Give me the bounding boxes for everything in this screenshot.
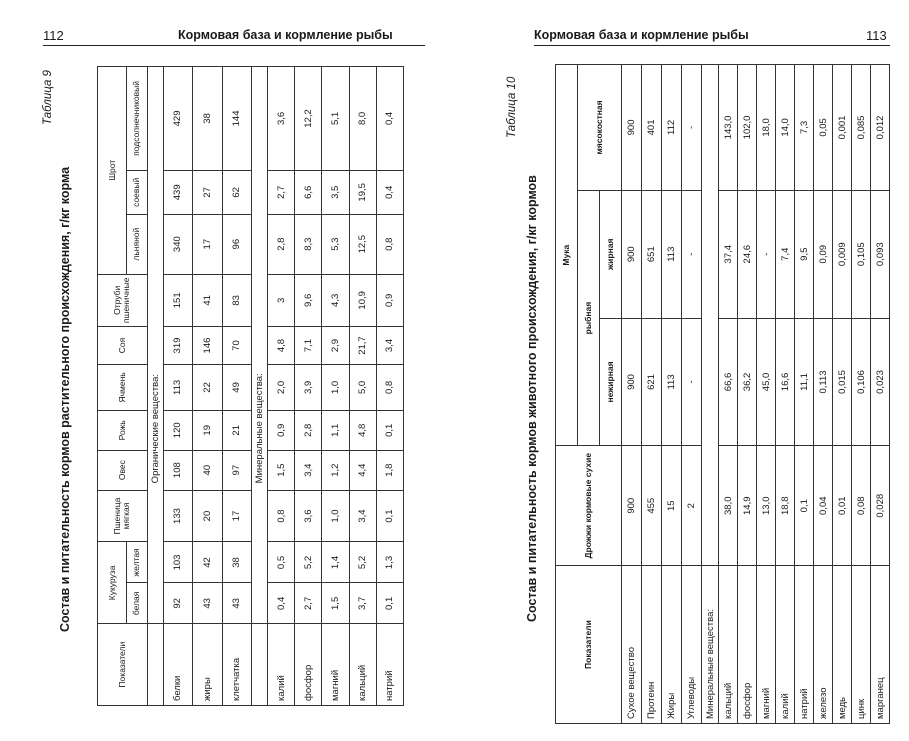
table-cell: 0,9 bbox=[376, 274, 403, 327]
table-cell: 2,8 bbox=[295, 410, 322, 450]
table-cell: 70 bbox=[222, 327, 251, 365]
col-fish: рыбная bbox=[578, 190, 600, 446]
table-cell: 146 bbox=[193, 327, 222, 365]
table-cell: 13,0 bbox=[757, 446, 776, 566]
table-row bbox=[376, 67, 403, 706]
table-cell: 11,1 bbox=[795, 318, 814, 446]
table-cell: 0,012 bbox=[871, 65, 890, 191]
table-cell: 1,0 bbox=[322, 490, 349, 542]
table-cell: 38 bbox=[193, 67, 222, 171]
col-indicators: Показатели bbox=[556, 566, 622, 724]
left-table-wrap bbox=[97, 66, 404, 706]
table-cell: 42 bbox=[193, 542, 222, 583]
table-cell: 0,09 bbox=[814, 190, 833, 318]
table-cell: 0,113 bbox=[814, 318, 833, 446]
col-meal-soy: соевый bbox=[127, 170, 147, 214]
table-cell: 143,0 bbox=[719, 65, 738, 191]
table-cell: 2 bbox=[682, 446, 702, 566]
row-label: кальций bbox=[349, 624, 376, 706]
table-cell: 20 bbox=[193, 490, 222, 542]
table-cell: 17 bbox=[222, 490, 251, 542]
table-cell: 1,2 bbox=[322, 450, 349, 490]
table-cell: 5,2 bbox=[295, 542, 322, 583]
table-cell: 900 bbox=[622, 190, 642, 318]
table-cell: 92 bbox=[163, 583, 192, 624]
col-fish-fat: жирная bbox=[600, 190, 622, 318]
table-cell: 38 bbox=[222, 542, 251, 583]
right-header-rule bbox=[534, 45, 890, 46]
table-row bbox=[719, 65, 738, 724]
table-row bbox=[662, 65, 682, 724]
col-wheat: Пшеница мягкая bbox=[98, 490, 148, 542]
left-table-label: Таблица 9 bbox=[42, 70, 54, 125]
left-table-title: Состав и питательность кормов растительного происхождения, г/кг корма bbox=[58, 166, 72, 632]
table-cell: 103 bbox=[163, 542, 192, 583]
table-cell: 1,1 bbox=[322, 410, 349, 450]
section-mineral: Минеральные вещества: bbox=[252, 67, 268, 624]
table-cell: 37,4 bbox=[719, 190, 738, 318]
table-cell: 651 bbox=[642, 190, 662, 318]
table-cell: 10,9 bbox=[349, 274, 376, 327]
table-cell: 0,8 bbox=[376, 214, 403, 274]
table-cell: 3,4 bbox=[295, 450, 322, 490]
table-cell: 0,085 bbox=[852, 65, 871, 191]
table-cell: 3 bbox=[267, 274, 294, 327]
col-barley: Ячмень bbox=[98, 364, 148, 410]
plant-feed-table bbox=[97, 66, 404, 706]
table-cell: 0,08 bbox=[852, 446, 871, 566]
right-page-header: Кормовая база и кормление рыбы bbox=[534, 28, 749, 42]
table-cell: 2,9 bbox=[322, 327, 349, 365]
table-cell: 151 bbox=[163, 274, 192, 327]
table-cell: 0,9 bbox=[267, 410, 294, 450]
table-cell: 144 bbox=[222, 67, 251, 171]
table-row bbox=[193, 67, 222, 706]
section-mineral-span bbox=[702, 65, 719, 566]
row-label: медь bbox=[833, 566, 852, 724]
table-cell: 27 bbox=[193, 170, 222, 214]
table-cell: 3,5 bbox=[322, 170, 349, 214]
table-cell: 0,001 bbox=[833, 65, 852, 191]
table-cell: 2,0 bbox=[267, 364, 294, 410]
table-cell: 2,7 bbox=[295, 583, 322, 624]
table-cell: 41 bbox=[193, 274, 222, 327]
table-cell: 21 bbox=[222, 410, 251, 450]
table-cell: 7,4 bbox=[776, 190, 795, 318]
right-table-label: Таблица 10 bbox=[506, 76, 518, 138]
table-cell: 16,6 bbox=[776, 318, 795, 446]
table-cell: 3,6 bbox=[295, 490, 322, 542]
table-cell: 0,04 bbox=[814, 446, 833, 566]
table-cell: 43 bbox=[222, 583, 251, 624]
table-cell: 2,8 bbox=[267, 214, 294, 274]
table-cell: 21,7 bbox=[349, 327, 376, 365]
table-cell: 401 bbox=[642, 65, 662, 191]
table-cell: 1,5 bbox=[267, 450, 294, 490]
table-row bbox=[642, 65, 662, 724]
table-cell: 3,9 bbox=[295, 364, 322, 410]
table-cell: 4,4 bbox=[349, 450, 376, 490]
table-cell: 3,6 bbox=[267, 67, 294, 171]
table-cell: 429 bbox=[163, 67, 192, 171]
table-cell: 0,8 bbox=[376, 364, 403, 410]
table-cell: 1,5 bbox=[322, 583, 349, 624]
table-cell: 0,4 bbox=[267, 583, 294, 624]
table-cell: 340 bbox=[163, 214, 192, 274]
table-row bbox=[814, 65, 833, 724]
table-cell: 6,6 bbox=[295, 170, 322, 214]
right-table-wrap bbox=[555, 64, 886, 724]
table-cell: 4,3 bbox=[322, 274, 349, 327]
col-meatbone: мясокостная bbox=[578, 65, 622, 191]
row-label: Жиры bbox=[662, 566, 682, 724]
table-cell: 24,6 bbox=[738, 190, 757, 318]
row-label: цинк bbox=[852, 566, 871, 724]
table-cell: 0,009 bbox=[833, 190, 852, 318]
table-cell: 0,05 bbox=[814, 65, 833, 191]
table-cell: 0,4 bbox=[376, 67, 403, 171]
table-cell: 36,2 bbox=[738, 318, 757, 446]
table-row bbox=[222, 67, 251, 706]
table-cell: 8,3 bbox=[295, 214, 322, 274]
col-meal-sunflower: подсолнечниковый bbox=[127, 67, 147, 171]
table-row bbox=[622, 65, 642, 724]
table-row bbox=[322, 67, 349, 706]
table-cell: 12,2 bbox=[295, 67, 322, 171]
table-cell: 0,015 bbox=[833, 318, 852, 446]
table-cell: 0,1 bbox=[795, 446, 814, 566]
spacer-cell bbox=[252, 624, 268, 706]
table-cell: 8,0 bbox=[349, 67, 376, 171]
table-cell: 0,105 bbox=[852, 190, 871, 318]
table-cell: 5,0 bbox=[349, 364, 376, 410]
table-cell: 43 bbox=[193, 583, 222, 624]
table-cell: 15 bbox=[662, 446, 682, 566]
table-cell: 7,3 bbox=[795, 65, 814, 191]
table-cell: 3,4 bbox=[349, 490, 376, 542]
table-cell: 0,01 bbox=[833, 446, 852, 566]
row-label: белки bbox=[163, 624, 192, 706]
table-cell: 0,4 bbox=[376, 170, 403, 214]
table-cell: 5,3 bbox=[322, 214, 349, 274]
right-table-title: Состав и питательность кормов животного происхождения, г/кг кормов bbox=[525, 175, 539, 622]
table-cell: 83 bbox=[222, 274, 251, 327]
col-indicators: Показатели bbox=[98, 624, 148, 706]
row-label: железо bbox=[814, 566, 833, 724]
row-label: фосфор bbox=[738, 566, 757, 724]
row-label: Углеводы bbox=[682, 566, 702, 724]
table-cell: 108 bbox=[163, 450, 192, 490]
col-oats: Овес bbox=[98, 450, 148, 490]
row-label: калий bbox=[776, 566, 795, 724]
table-row bbox=[795, 65, 814, 724]
col-flour: Мука bbox=[556, 65, 578, 446]
table-cell: 0,028 bbox=[871, 446, 890, 566]
table-cell: 113 bbox=[662, 318, 682, 446]
left-page-number: 112 bbox=[43, 28, 64, 43]
table-cell: 900 bbox=[622, 65, 642, 191]
col-fish-lean: нежирная bbox=[600, 318, 622, 446]
table-cell: - bbox=[682, 190, 702, 318]
table-cell: 2,7 bbox=[267, 170, 294, 214]
table-row bbox=[682, 65, 702, 724]
table-cell: 900 bbox=[622, 446, 642, 566]
table-cell: 120 bbox=[163, 410, 192, 450]
table-cell: 113 bbox=[662, 190, 682, 318]
spacer-cell bbox=[147, 624, 163, 706]
row-label: марганец bbox=[871, 566, 890, 724]
table-cell: 3,4 bbox=[376, 327, 403, 365]
table-cell: 0,1 bbox=[376, 583, 403, 624]
table-cell: 97 bbox=[222, 450, 251, 490]
table-cell: 0,8 bbox=[267, 490, 294, 542]
table-cell: 112 bbox=[662, 65, 682, 191]
table-row bbox=[295, 67, 322, 706]
row-label: клетчатка bbox=[222, 624, 251, 706]
table-cell: - bbox=[682, 318, 702, 446]
table-cell: 18,8 bbox=[776, 446, 795, 566]
table-cell: 0,1 bbox=[376, 410, 403, 450]
row-label: Сухое вещество bbox=[622, 566, 642, 724]
table-cell: 0,106 bbox=[852, 318, 871, 446]
row-label: жиры bbox=[193, 624, 222, 706]
table-cell: 17 bbox=[193, 214, 222, 274]
table-cell: 133 bbox=[163, 490, 192, 542]
table-cell: 45,0 bbox=[757, 318, 776, 446]
table-row bbox=[833, 65, 852, 724]
row-label: магний bbox=[322, 624, 349, 706]
row-label: натрий bbox=[795, 566, 814, 724]
col-yeast: Дрожжи кормовые сухие bbox=[556, 446, 622, 566]
table-cell: 9,6 bbox=[295, 274, 322, 327]
table-cell: 96 bbox=[222, 214, 251, 274]
table-cell: 113 bbox=[163, 364, 192, 410]
table-cell: 4,8 bbox=[267, 327, 294, 365]
table-cell: 4,8 bbox=[349, 410, 376, 450]
table-cell: 66,6 bbox=[719, 318, 738, 446]
table-cell: 19 bbox=[193, 410, 222, 450]
table-cell: 0,023 bbox=[871, 318, 890, 446]
table-cell: 18,0 bbox=[757, 65, 776, 191]
table-row bbox=[757, 65, 776, 724]
col-meal: Шрот bbox=[98, 67, 127, 275]
table-cell: 0,1 bbox=[376, 490, 403, 542]
row-label: натрий bbox=[376, 624, 403, 706]
table-cell: 1,0 bbox=[322, 364, 349, 410]
col-corn-white: белая bbox=[127, 583, 147, 624]
table-cell: 9,5 bbox=[795, 190, 814, 318]
table-cell: 0,093 bbox=[871, 190, 890, 318]
col-rye: Рожь bbox=[98, 410, 148, 450]
table-cell: 455 bbox=[642, 446, 662, 566]
table-cell: 3,7 bbox=[349, 583, 376, 624]
table-row bbox=[738, 65, 757, 724]
row-label: калий bbox=[267, 624, 294, 706]
table-row bbox=[349, 67, 376, 706]
table-cell: 19,5 bbox=[349, 170, 376, 214]
left-page-header: Кормовая база и кормление рыбы bbox=[178, 28, 393, 42]
row-label: кальций bbox=[719, 566, 738, 724]
table-cell: 900 bbox=[622, 318, 642, 446]
row-label: фосфор bbox=[295, 624, 322, 706]
table-cell: - bbox=[757, 190, 776, 318]
col-bran: Отруби пшеничные bbox=[98, 274, 148, 327]
section-organic: Органические вещества: bbox=[147, 67, 163, 624]
table-cell: 1,4 bbox=[322, 542, 349, 583]
table-row bbox=[163, 67, 192, 706]
table-cell: 1,3 bbox=[376, 542, 403, 583]
row-label: магний bbox=[757, 566, 776, 724]
table-cell: 0,5 bbox=[267, 542, 294, 583]
row-label: Протеин bbox=[642, 566, 662, 724]
col-corn: Кукуруза bbox=[98, 542, 127, 624]
table-cell: 102,0 bbox=[738, 65, 757, 191]
table-cell: 40 bbox=[193, 450, 222, 490]
table-cell: 621 bbox=[642, 318, 662, 446]
table-cell: 38,0 bbox=[719, 446, 738, 566]
left-header-rule bbox=[43, 45, 425, 46]
col-soy: Соя bbox=[98, 327, 148, 365]
table-cell: 12,5 bbox=[349, 214, 376, 274]
table-cell: 319 bbox=[163, 327, 192, 365]
table-cell: 1,8 bbox=[376, 450, 403, 490]
table-cell: 62 bbox=[222, 170, 251, 214]
col-corn-yellow: желтая bbox=[127, 542, 147, 583]
table-row bbox=[871, 65, 890, 724]
table-row bbox=[776, 65, 795, 724]
table-cell: 5,2 bbox=[349, 542, 376, 583]
right-page-number: 113 bbox=[866, 28, 887, 43]
table-cell: 439 bbox=[163, 170, 192, 214]
table-row bbox=[267, 67, 294, 706]
table-cell: 7,1 bbox=[295, 327, 322, 365]
table-row bbox=[852, 65, 871, 724]
animal-feed-table bbox=[555, 64, 890, 724]
table-cell: 5,1 bbox=[322, 67, 349, 171]
col-meal-flax: льняной bbox=[127, 214, 147, 274]
table-cell: 14,0 bbox=[776, 65, 795, 191]
table-cell: - bbox=[682, 65, 702, 191]
table-cell: 49 bbox=[222, 364, 251, 410]
table-cell: 14,9 bbox=[738, 446, 757, 566]
table-cell: 22 bbox=[193, 364, 222, 410]
section-mineral: Минеральные вещества: bbox=[702, 566, 719, 724]
